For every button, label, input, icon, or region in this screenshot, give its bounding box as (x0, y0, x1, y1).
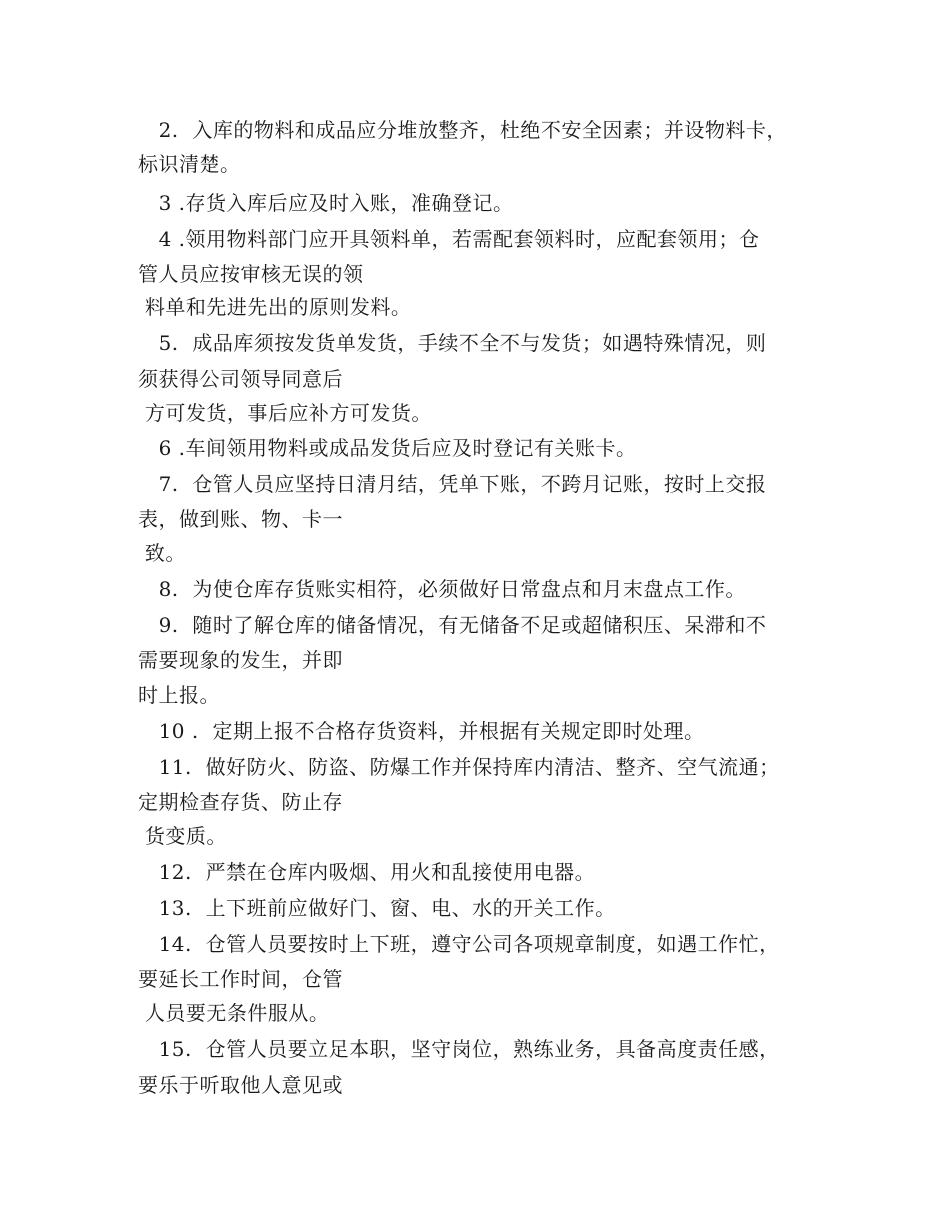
text-line: 致。 (138, 541, 186, 565)
text-line: 管人员应按审核无误的领 (138, 262, 364, 286)
text-line: 货变质。 (138, 824, 227, 848)
text-line: 4 .领用物料部门应开具领料单，若需配套领料时，应配套领用；仓 (138, 227, 760, 251)
text-line: 8. 为使仓库存货账实相符，必须做好日常盘点和月末盘点工作。 (138, 577, 746, 601)
text-line: 人员要无条件服从。 (138, 1001, 330, 1025)
text-line: 要乐于听取他人意见或 (138, 1073, 343, 1097)
text-line: 须获得公司领导同意后 (138, 367, 343, 391)
text-line: 时上报。 (138, 683, 220, 707)
text-line: 要延长工作时间，仓管 (138, 967, 343, 991)
text-line: 5. 成品库须按发货单发货，手续不全不与发货；如遇特殊情况，则 (138, 331, 767, 355)
text-line: 方可发货，事后应补方可发货。 (138, 401, 432, 425)
text-line: 3 .存货入库后应及时入账，准确登记。 (138, 191, 514, 215)
text-line: 14. 仓管人员要按时上下班，遵守公司各项规章制度，如遇工作忙， (138, 932, 780, 956)
text-line: 15. 仓管人员要立足本职，坚守岗位，熟练业务，具备高度责任感， (138, 1037, 780, 1061)
text-line: 料单和先进先出的原则发料。 (138, 295, 412, 319)
text-line: 7. 仓管人员应坚持日清月结，凭单下账，不跨月记账，按时上交报 (138, 472, 767, 496)
text-line: 6 .车间领用物料或成品发货后应及时登记有关账卡。 (138, 436, 637, 460)
text-line: 10 . 定期上报不合格存货资料，并根据有关规定即时处理。 (138, 719, 705, 743)
text-line: 11. 做好防火、防盗、防爆工作并保持库内清洁、整齐、空气流通； (138, 755, 780, 779)
text-line: 表，做到账、物、卡一 (138, 507, 343, 531)
text-line: 12. 严禁在仓库内吸烟、用火和乱接使用电器。 (138, 860, 596, 884)
text-line: 需要现象的发生，并即 (138, 648, 343, 672)
text-line: 标识清楚。 (138, 152, 241, 176)
text-line: 13. 上下班前应做好门、窗、电、水的开关工作。 (138, 896, 616, 920)
text-line: 9. 随时了解仓库的储备情况，有无储备不足或超储积压、呆滞和不 (138, 613, 767, 637)
text-line: 2. 入库的物料和成品应分堆放整齐，杜绝不安全因素；并设物料卡， (138, 118, 787, 142)
text-line: 定期检查存货、防止存 (138, 790, 343, 814)
